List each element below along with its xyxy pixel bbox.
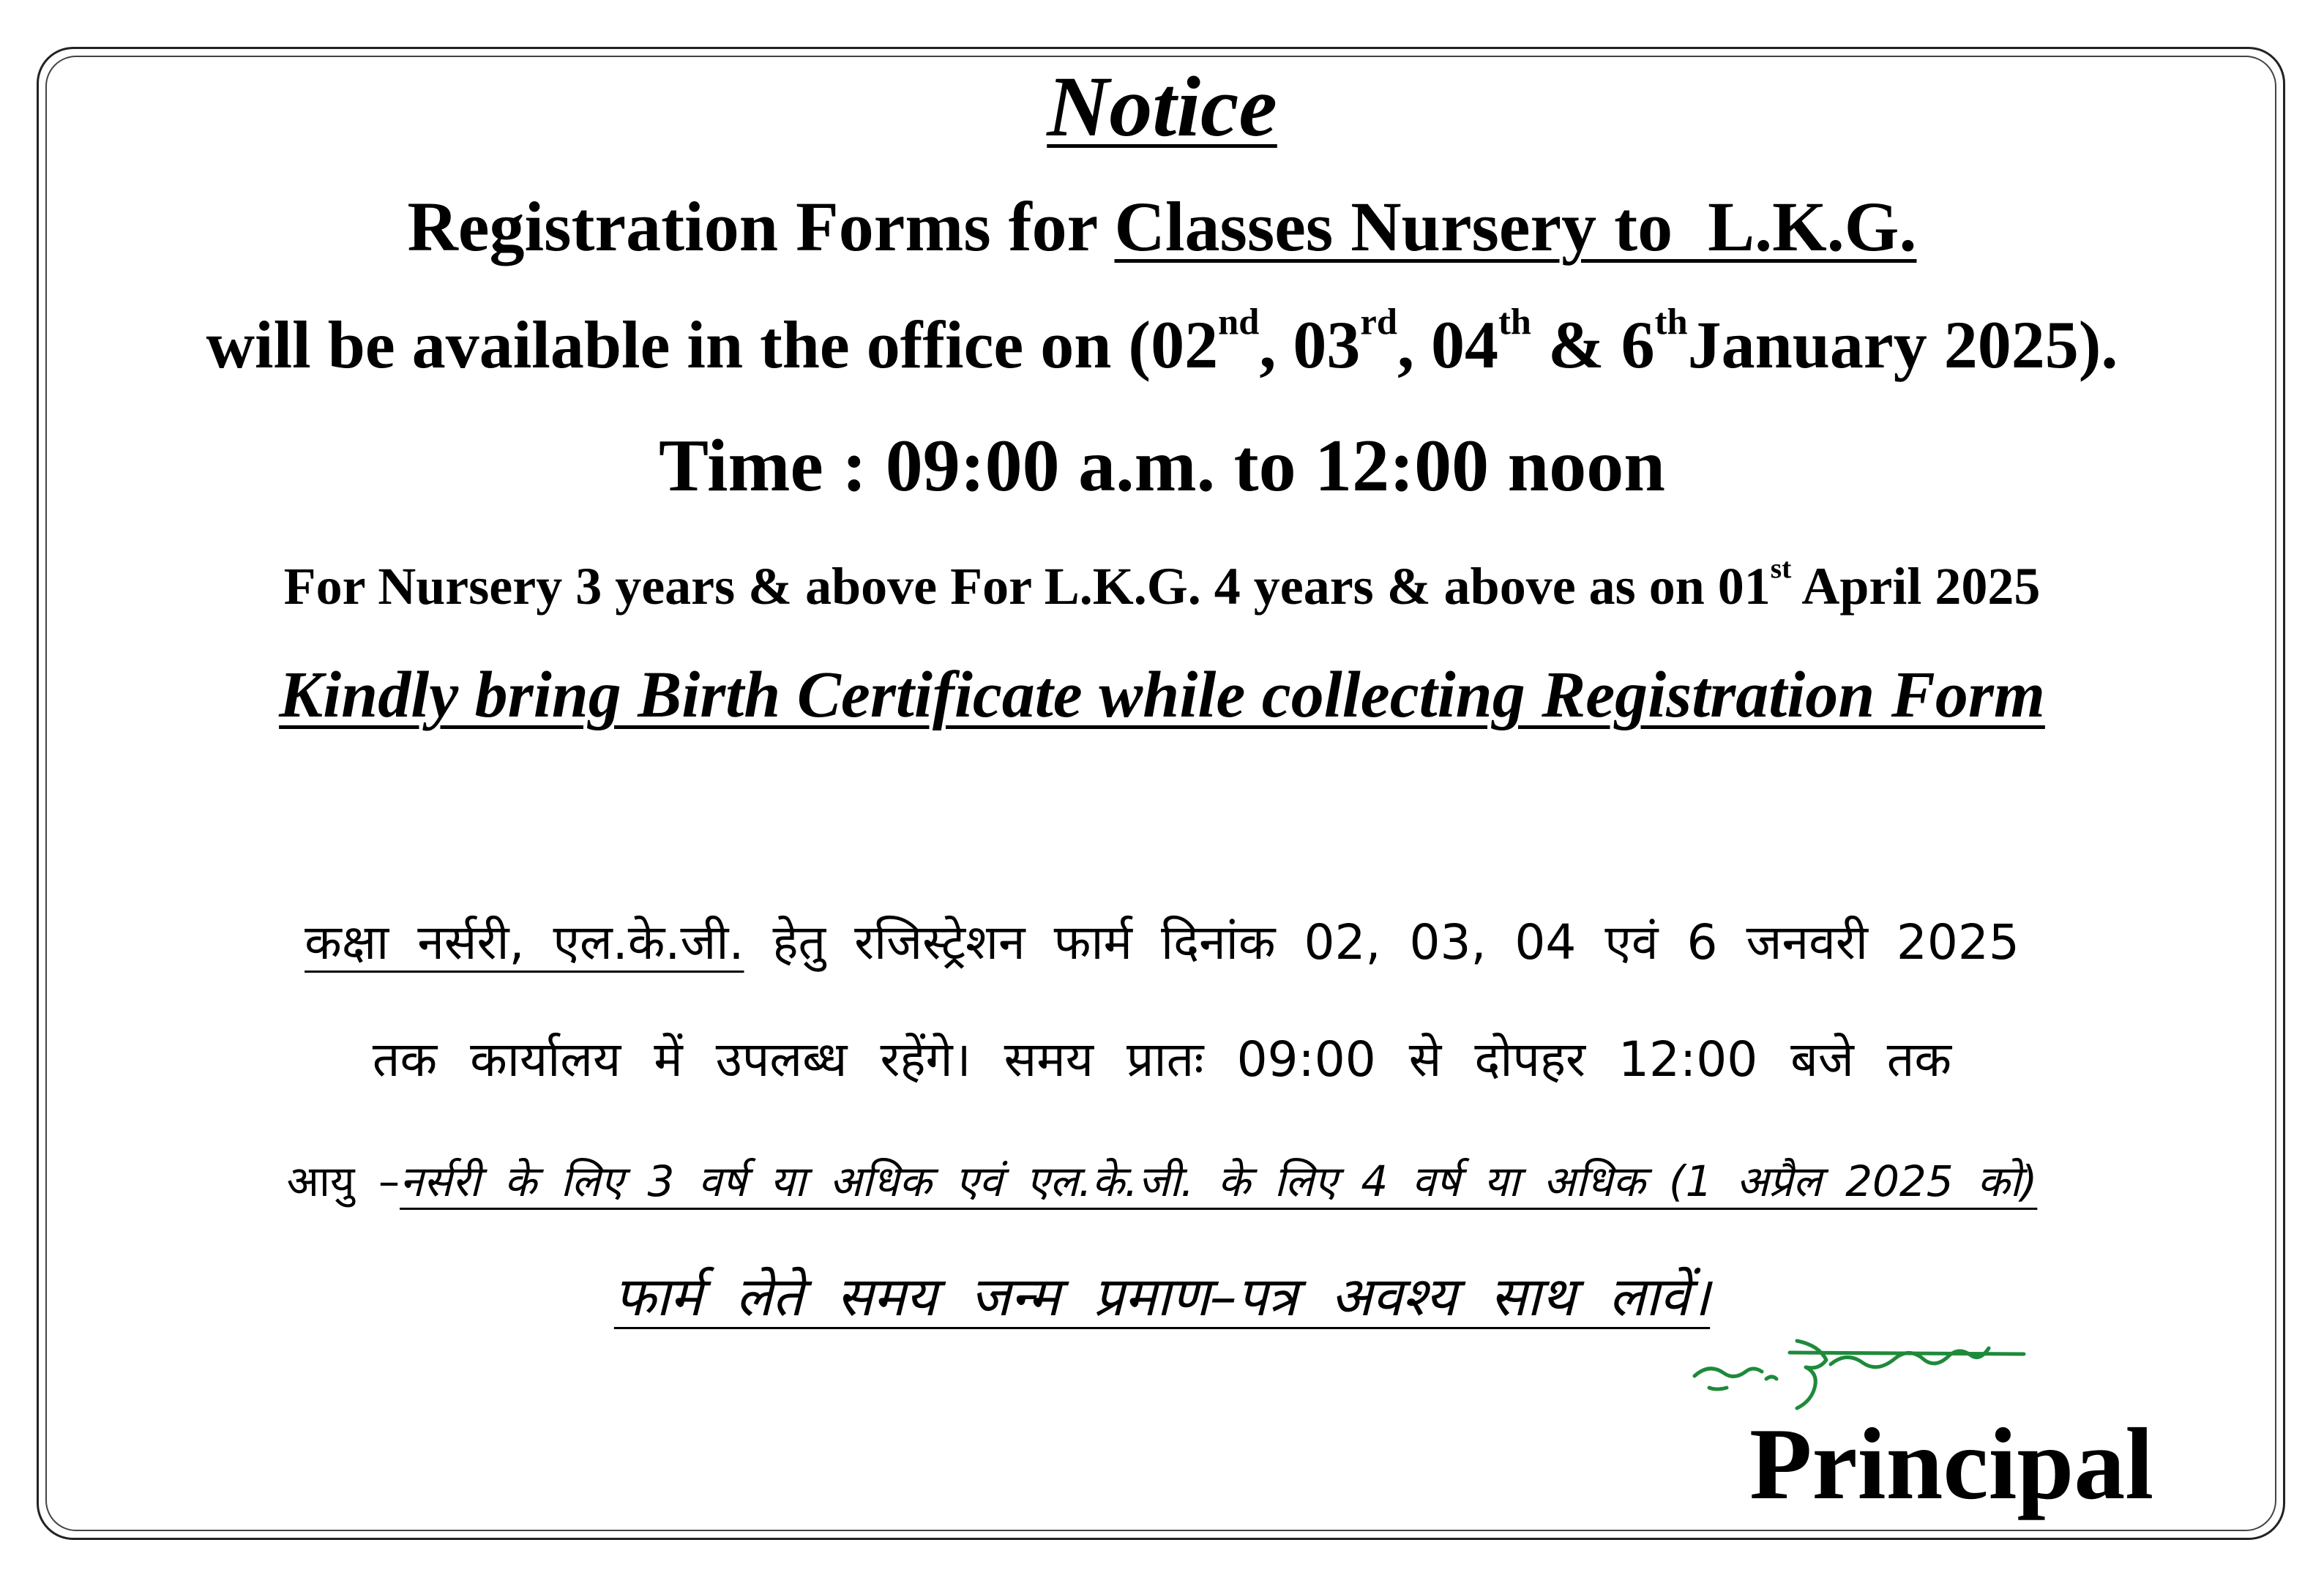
availability-sup-2: rd [1360, 301, 1397, 343]
principal-signature [1680, 1331, 2060, 1411]
birth-certificate-instruction: Kindly bring Birth Certificate while collecting Registration Form [279, 659, 2045, 731]
hindi-birth-certificate-instruction: फार्म लेते समय जन्म प्रमाण–पत्र अवश्य साथ लावें। [613, 1265, 1711, 1328]
hindi-office-timing-line: तक कार्यालय में उपलब्ध रहेंगे। समय प्रातः 09:00 से दोपहर 12:00 बजे तक [372, 1031, 1952, 1088]
availability-sup-1: nd [1218, 301, 1260, 343]
availability-text-5: January 2025). [1687, 307, 2118, 382]
hindi-age-underlined: नर्सरी के लिए 3 वर्ष या अधिक एवं एल.के.जी. के लिए 4 वर्ष या अधिक (1 अप्रैल 2025 को) [400, 1156, 2038, 1206]
registration-classes-prefix: Registration Forms for [407, 187, 1115, 266]
hindi-age-line [0, 1151, 2324, 1208]
age-text-1: For Nursery 3 years & above For L.K.G. 4 years & above as on 01 [283, 557, 1771, 616]
availability-sup-3: th [1498, 301, 1531, 343]
hindi-age-prefix: आयु – [286, 1156, 400, 1206]
age-text-2: April 2025 [1791, 557, 2041, 616]
timing-line: Time : 09:00 a.m. to 12:00 noon [658, 425, 1666, 507]
availability-text-4: & 6 [1531, 307, 1655, 382]
notice-title: Notice [1047, 59, 1277, 154]
age-eligibility-line [0, 552, 2324, 617]
registration-classes-underlined: Classes Nursery to L.K.G. [1114, 187, 1917, 266]
availability-dates-line [0, 301, 2324, 384]
hindi-registration-line [0, 908, 2324, 973]
registration-classes-line [0, 186, 2324, 267]
availability-sup-4: th [1654, 301, 1688, 343]
availability-text-1: will be available in the office on (02 [206, 307, 1219, 382]
age-sup: st [1770, 552, 1792, 585]
principal-designation: Principal [1749, 1407, 2154, 1521]
availability-text-3: , 04 [1397, 307, 1498, 382]
availability-text-2: , 03 [1259, 307, 1361, 382]
hindi-registration-rest: हेतु रजिस्ट्रेशन फार्म दिनांक 02, 03, 04 एवं 6 जनवरी 2025 [744, 914, 2020, 971]
hindi-classes-underlined: कक्षा नर्सरी, एल.के.जी. [304, 914, 744, 971]
